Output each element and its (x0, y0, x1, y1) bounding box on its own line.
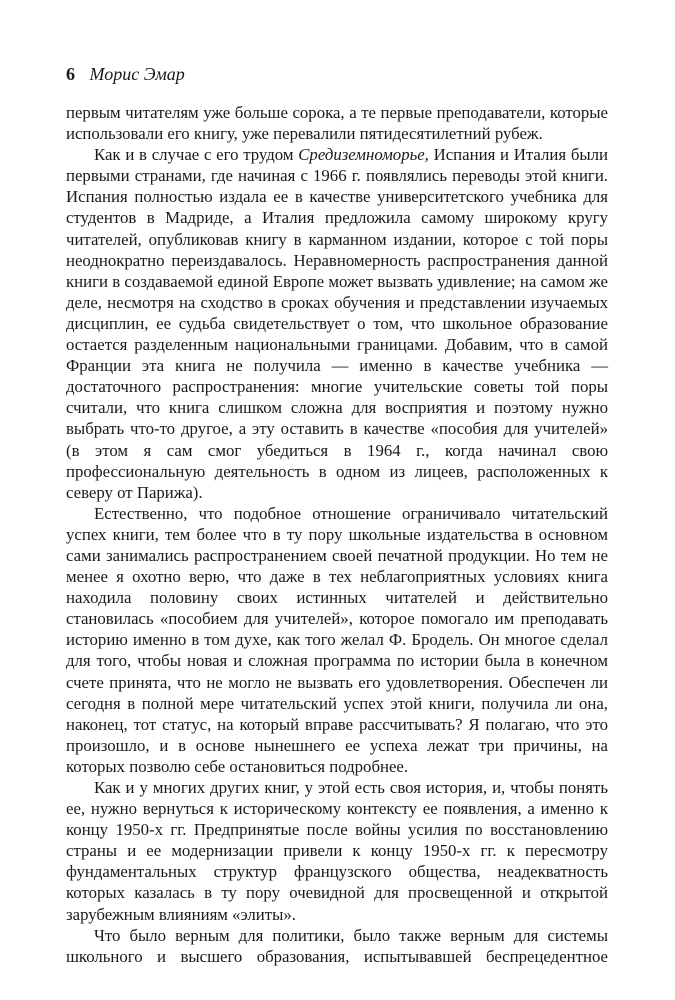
text-segment: Испания и Италия были первыми странами, где начиная с 1966 г. появлялись переводы этой книги. Испания полностью издала ее в качестве университетского учебника для студентов в Мадриде, а Италия предложила самому широкому кругу читателей, опубликовав книгу в карманном издании, которое с той поры неоднократно переиздавалось. Неравномерность распространения данной книги в создаваемой единой Европе может вызвать удивление; на самом же деле, несмотря на сходство в сроках обучения и представлении изучаемых дисциплин, ее судьба свидетельствует о том, что школьное образование остается разделенным национальными границами. Добавим, что в самой Франции эта книга не получила — именно в качестве учебника — достаточного распространения: многие учительские советы той поры считали, что книга слишком сложна для восприятия и поэтому нужно выбрать что-то другое, а эту оставить в качестве «пособия для учителей» (в этом я сам смог убедиться в 1964 г., когда начинал свою профессиональную деятельность в одном из лицеев, расположенных к северу от Парижа). (66, 145, 608, 502)
paragraph-4 (66, 777, 608, 925)
page-number: 6 (66, 64, 75, 84)
paragraph-3 (66, 503, 608, 777)
book-title-mediterranean: Средиземноморье, (298, 145, 429, 165)
paragraph-5 (66, 925, 608, 967)
running-head (66, 63, 185, 85)
text-segment: Как и в случае с его трудом (94, 145, 299, 165)
text-segment: первым читателям уже больше сорока, а те первые преподаватели, которые использовали его книгу, уже перевалили пятидесятилетний рубеж. (66, 103, 608, 144)
text-segment: Что было верным для политики, было также верным для системы школьного и высшего образования, испытывавшей беспрецедентное (66, 925, 608, 966)
text-segment: Как и у многих других книг, у этой есть своя история, и, чтобы понять ее, нужно вернуться к историческому контексту ее появления, а именно к концу 1950-х гг. Предпринятые после войны усилия по восстановлению страны и ее модернизации привели к концу 1950-х гг. к пересмотру фундаментальных структур французского общества, неадекватность которых казалась в ту пору очевидной для просвещенной и открытой зарубежным влияниям «элиты». (66, 778, 608, 924)
text-segment: Естественно, что подобное отношение ограничивало читательский успех книги, тем более что в ту пору школьные издательства в основном сами занимались распространением своей печатной продукции. Но тем не менее я охотно верю, что даже в тех неблагоприятных условиях книга находила половину своих истинных читателей и действительно становилась «пособием для учителей», которое помогало им преподавать историю именно в том духе, как того желал Ф. Бродель. Он многое сделал для того, чтобы новая и сложная программа по истории была в конечном счете принята, что не могло не вызвать его удовлетворения. Обеспечен ли сегодня в полной мере читательский успех этой книги, получила ли она, наконец, тот статус, на который вправе рассчитывать? Я полагаю, что это произошло, и в основе нынешнего ее успеха лежат три причины, на которых позволю себе остановиться подробнее. (66, 503, 608, 776)
paragraph-1 (66, 102, 608, 144)
paragraph-2 (66, 144, 608, 503)
body-text (66, 102, 608, 967)
running-head-author: Морис Эмар (89, 64, 185, 84)
